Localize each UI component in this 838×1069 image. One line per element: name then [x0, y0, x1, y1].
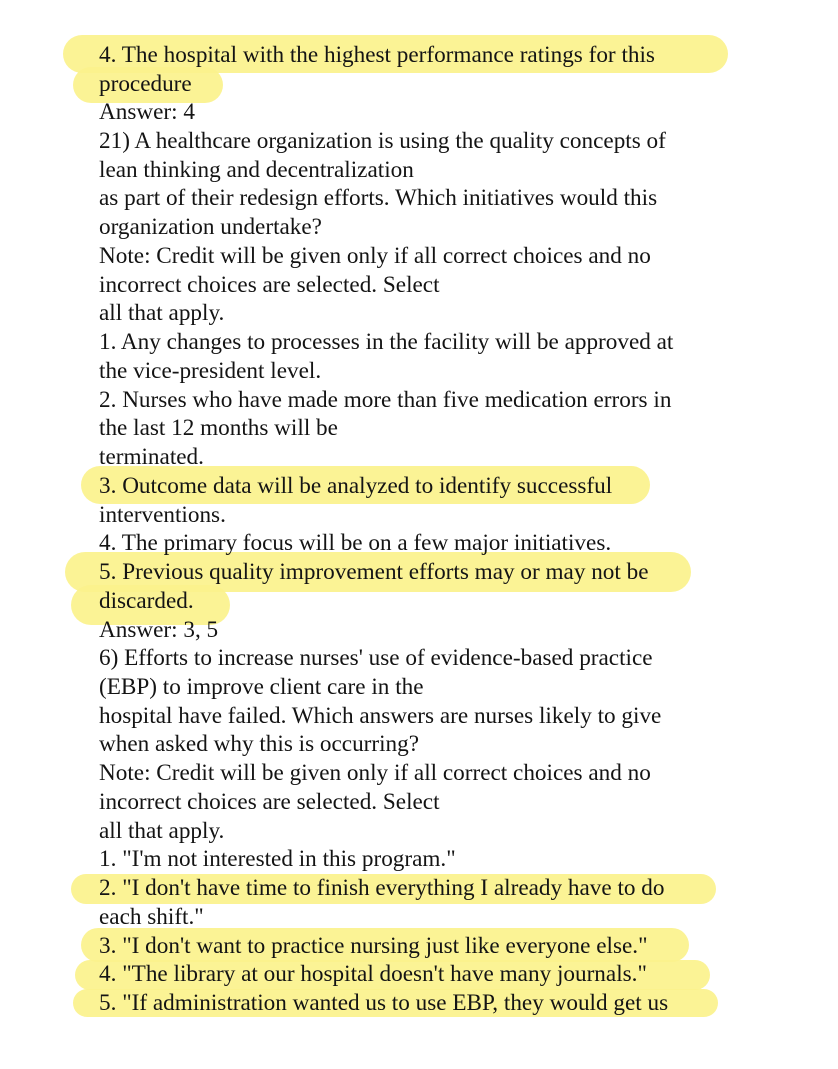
choice-line: 2. "I don't have time to finish everything I already have to do [99, 875, 665, 901]
choice-line: 5. Previous quality improvement efforts may or may not be [99, 559, 649, 585]
text-line: the vice-president level. [99, 358, 322, 384]
question-line: 21) A healthcare organization is using the quality concepts of [99, 128, 666, 154]
text-line: terminated. [99, 444, 204, 470]
text-line: lean thinking and decentralization [99, 157, 414, 183]
choice-line: 3. Outcome data will be analyzed to identify successful [99, 473, 613, 499]
text-line: the last 12 months will be [99, 415, 338, 441]
text-line: incorrect choices are selected. Select [99, 789, 440, 815]
text-line: 4. The hospital with the highest performance ratings for this [99, 42, 655, 68]
answer-line: Answer: 4 [99, 99, 195, 125]
choice-line: 5. "If administration wanted us to use EBP, they would get us [99, 990, 669, 1016]
answer-line: Answer: 3, 5 [99, 617, 219, 643]
text-line: hospital have failed. Which answers are nurses likely to give [99, 703, 662, 729]
text-line: discarded. [99, 588, 194, 614]
note-line: Note: Credit will be given only if all correct choices and no [99, 243, 651, 269]
question-line: 6) Efforts to increase nurses' use of evidence-based practice [99, 645, 653, 671]
choice-line: 4. The primary focus will be on a few major initiatives. [99, 530, 612, 556]
choice-line: 4. "The library at our hospital doesn't have many journals." [99, 961, 647, 987]
text-line: procedure [99, 71, 192, 97]
text-line: each shift." [99, 904, 204, 930]
text-line: organization undertake? [99, 214, 322, 240]
choice-line: 1. "I'm not interested in this program." [99, 846, 456, 872]
text-line: when asked why this is occurring? [99, 731, 420, 757]
text-line: incorrect choices are selected. Select [99, 272, 440, 298]
text-line: (EBP) to improve client care in the [99, 674, 424, 700]
text-line: interventions. [99, 502, 226, 528]
choice-line: 3. "I don't want to practice nursing just like everyone else." [99, 933, 648, 959]
text-line: all that apply. [99, 818, 225, 844]
choice-line: 2. Nurses who have made more than five medication errors in [99, 387, 672, 413]
text-line: as part of their redesign efforts. Which initiatives would this [99, 185, 658, 211]
text-line: all that apply. [99, 300, 225, 326]
choice-line: 1. Any changes to processes in the facility will be approved at [99, 329, 674, 355]
note-line: Note: Credit will be given only if all correct choices and no [99, 760, 651, 786]
